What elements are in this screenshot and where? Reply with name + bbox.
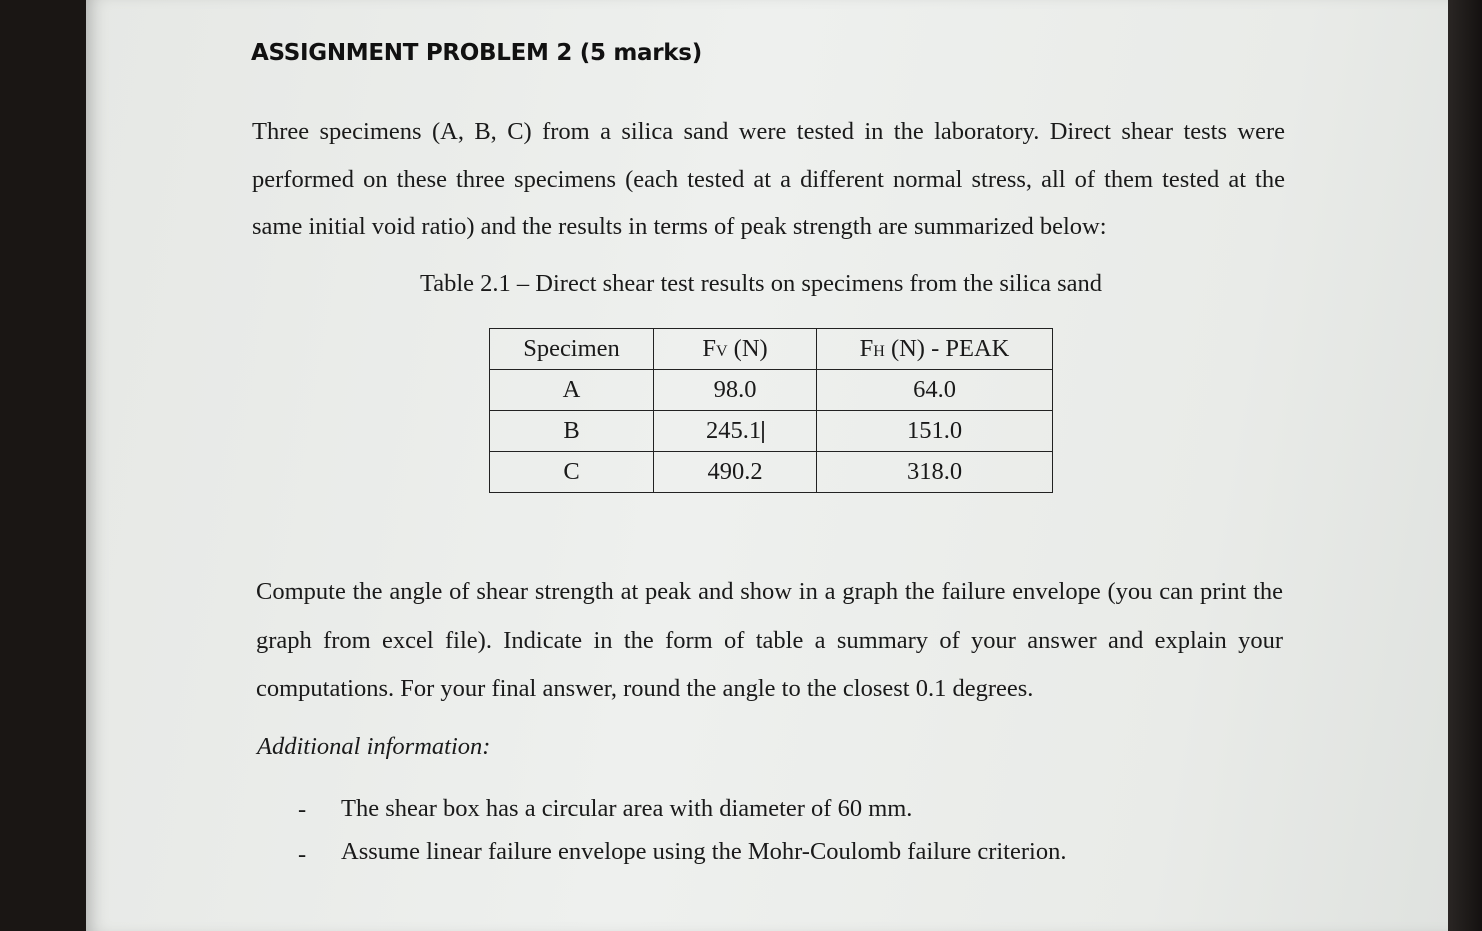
additional-info-title: Additional information: bbox=[257, 733, 491, 760]
cell-fh: 64.0 bbox=[817, 370, 1053, 411]
bullet-marker: - bbox=[298, 796, 307, 823]
bullet-marker: - bbox=[298, 841, 307, 868]
header-fv-subscript: V bbox=[715, 343, 728, 360]
table-header-row bbox=[490, 329, 1053, 370]
text-cursor-icon bbox=[762, 421, 764, 443]
table-row bbox=[490, 411, 1053, 452]
header-fh bbox=[817, 329, 1053, 370]
table-caption: Table 2.1 – Direct shear test results on specimens from the silica sand bbox=[420, 270, 1103, 297]
cell-fv: 98.0 bbox=[654, 370, 817, 411]
header-fh-subscript: H bbox=[873, 343, 885, 360]
cell-fh: 151.0 bbox=[817, 411, 1053, 452]
cell-fv: 490.2 bbox=[654, 452, 817, 493]
table-row bbox=[490, 452, 1053, 493]
intro-paragraph: Three specimens (A, B, C) from a silica sand were tested in the laboratory. Direct shear tests were performed on these three specimens (each tested at a different normal stress, all of them tested at the same initial void ratio) and the results in terms of peak strength are summarized below: bbox=[252, 118, 1285, 240]
cell-fv[interactable] bbox=[654, 411, 817, 452]
screen-bezel bbox=[1448, 0, 1482, 931]
cell-specimen: A bbox=[490, 370, 654, 411]
bullet-item: The shear box has a circular area with diameter of 60 mm. bbox=[341, 795, 913, 822]
bullet-item: Assume linear failure envelope using the Mohr-Coulomb failure criterion. bbox=[341, 838, 1067, 865]
header-specimen: Specimen bbox=[490, 329, 654, 370]
header-fh-unit: (N) - PEAK bbox=[884, 335, 1010, 362]
results-table bbox=[489, 328, 1053, 493]
header-fv-symbol: F bbox=[702, 335, 716, 362]
cell-fv-value: 245.1 bbox=[705, 417, 762, 444]
task-paragraph: Compute the angle of shear strength at peak and show in a graph the failure envelope (you can print the graph from excel file). Indicate in the form of table a summary of your answer and explain your computations. For your final answer, round the angle to the closest 0.1 degrees. bbox=[256, 578, 1283, 702]
cell-specimen: B bbox=[490, 411, 654, 452]
cell-specimen: C bbox=[490, 452, 654, 493]
table-row bbox=[490, 370, 1053, 411]
header-fv-unit: (N) bbox=[727, 335, 768, 362]
header-fh-symbol: F bbox=[859, 335, 874, 362]
problem-heading: ASSIGNMENT PROBLEM 2 (5 marks) bbox=[251, 40, 702, 66]
header-fv bbox=[654, 329, 817, 370]
cell-fh: 318.0 bbox=[817, 452, 1053, 493]
